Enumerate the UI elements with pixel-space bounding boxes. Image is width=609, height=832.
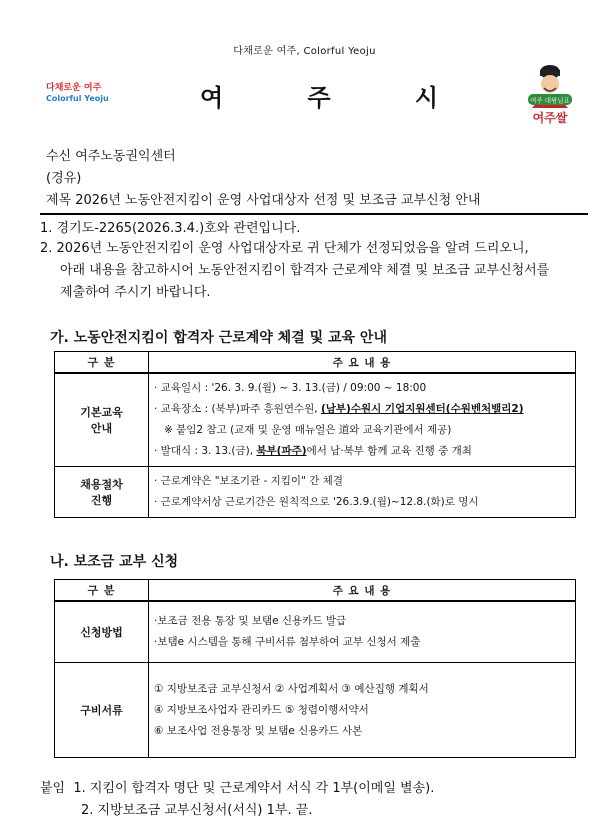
yeoju-rice-logo — [522, 64, 578, 128]
content-line: · 근로계약서상 근로기간은 원칙적으로 '26.3.9.(월)~12.8.(화)로 명시 — [154, 496, 479, 508]
attachment-item: 1. 지킴이 합격자 명단 및 근로계약서 서식 각 1부(이메일 별송). — [73, 781, 435, 796]
table-row — [55, 663, 576, 758]
content-line: ⑥ 보조사업 전용통장 및 보탬e 신용카드 사본 — [154, 724, 363, 737]
org-char: 시 — [414, 84, 440, 112]
logo-english-text: Colorful Yeoju — [46, 94, 109, 103]
paragraph-2 — [40, 238, 590, 304]
row-label: 기본교육 안내 — [55, 373, 149, 467]
section-b-heading: 나. 보조금 교부 신청 — [50, 554, 179, 570]
content-line: ④ 지방보조사업자 관리카드 ⑤ 청렴이행서약서 — [154, 703, 369, 716]
table-row — [55, 467, 576, 518]
yeoju-brand-logo — [46, 80, 116, 103]
subject-line: 제목 2026년 노동안전지킴이 운영 사업대상자 선정 및 보조금 교부신청 안내 — [40, 189, 588, 215]
content-line: · 발대식 : 3. 13.(금), 북부(파주)에서 남·북부 함께 교육 진행 중 개최 — [154, 445, 472, 457]
content-line: ※ 붙임2 참고 (교재 및 운영 매뉴얼은 道와 교육기관에서 제공) — [164, 424, 452, 436]
content-line: ① 지방보조금 교부신청서 ② 사업계획서 ③ 예산집행 계획서 — [154, 682, 429, 695]
table-header-content: 주 요 내 용 — [149, 352, 576, 374]
logo-rice-text: 여주쌀 — [532, 111, 568, 125]
row-content — [149, 601, 576, 663]
recipient-line: 수신 여주노동권익센터 — [46, 149, 176, 164]
row-content — [149, 663, 576, 758]
content-line: ·보탬e 시스템을 통해 구비서류 첨부하여 교부 신청서 제출 — [154, 636, 421, 648]
motto: 다채로운 여주, Colorful Yeoju — [233, 46, 376, 57]
section-a-heading: 가. 노동안전지킴이 합격자 근로계약 체결 및 교육 안내 — [50, 330, 387, 346]
paragraph-2-line-3: 제출하여 주시기 바랍니다. — [60, 285, 211, 300]
paragraph-2-line-2: 아래 내용을 참고하시어 노동안전지킴이 합격자 근로계약 체결 및 보조금 교부신청서를 — [60, 263, 550, 278]
content-line: ·보조금 전용 통장 및 보탬e 신용카드 발급 — [154, 615, 347, 627]
table-row — [55, 601, 576, 663]
table-header-category: 구 분 — [55, 352, 149, 374]
row-label: 신청방법 — [55, 601, 149, 663]
content-line: · 교육일시 : '26. 3. 9.(월) ~ 3. 13.(금) / 09:00 ~ 18:00 — [154, 382, 427, 394]
org-char: 여 — [200, 84, 226, 112]
org-char: 주 — [307, 84, 333, 112]
table-header-category: 구 분 — [55, 580, 149, 602]
row-label: 구비서류 — [55, 663, 149, 758]
logo-badge-text: 여주 대왕님표 — [530, 96, 570, 105]
row-label: 채용절차 진행 — [55, 467, 149, 518]
table-header-content: 주 요 내 용 — [149, 580, 576, 602]
row-content — [149, 373, 576, 467]
paragraph-2-line-1: 2. 2026년 노동안전지킴이 운영 사업대상자로 귀 단체가 선정되었음을 알려 드리오니, — [40, 241, 529, 256]
content-line: · 근로계약은 "보조기관 - 지킴이" 간 체결 — [154, 475, 343, 487]
attachment-label: 붙임 — [40, 781, 66, 796]
organization-title — [200, 78, 440, 113]
attachment-item: 2. 지방보조금 교부신청서(서식) 1부. 끝. — [81, 803, 313, 818]
paragraph-1: 1. 경기도-2265(2026.3.4.)호와 관련입니다. — [40, 221, 301, 236]
attachment-block — [40, 778, 434, 822]
king-mascot-icon — [522, 64, 578, 128]
content-line: · 교육장소 : (북부)파주 흥원연수원, (남부)수원시 기업지원센터(수원벤처밸리2) — [154, 403, 524, 415]
via-line: (경유) — [46, 171, 82, 186]
table-row — [55, 373, 576, 467]
subsidy-table — [54, 579, 576, 758]
logo-korean-text: 다채로운 여주 — [46, 83, 102, 93]
row-content — [149, 467, 576, 518]
education-table — [54, 351, 576, 518]
